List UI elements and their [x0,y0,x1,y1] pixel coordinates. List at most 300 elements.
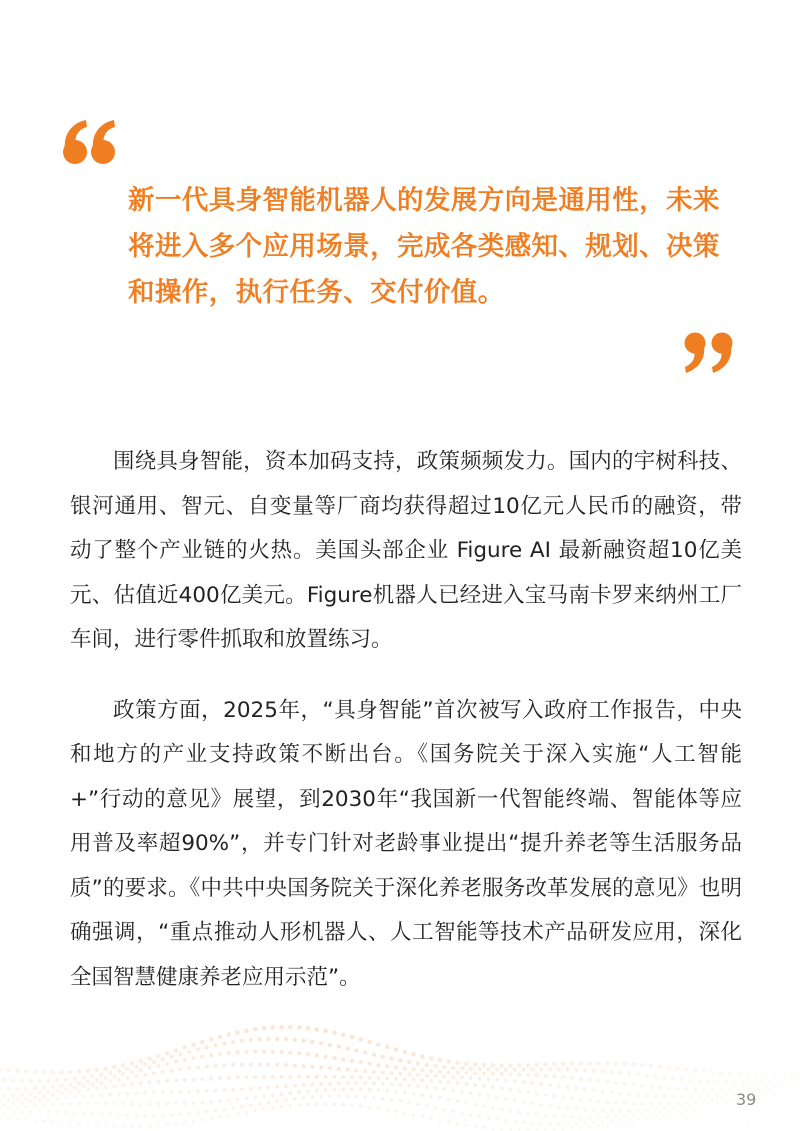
wave-dot [645,1073,649,1077]
wave-dot [69,1102,73,1106]
wave-dot [90,1083,94,1087]
wave-dot [178,1052,182,1056]
wave-dot [455,1070,459,1074]
wave-dot [306,1026,311,1031]
wave-dot [697,1079,701,1083]
wave-dot [412,1114,415,1117]
wave-dot [166,1123,169,1126]
wave-dot [715,1094,719,1098]
wave-dot [614,1123,617,1126]
wave-dot [0,1107,2,1111]
wave-dot [363,1050,367,1054]
wave-dot [610,1091,614,1095]
wave-dot [218,1076,222,1080]
wave-dot [152,1114,155,1117]
wave-dot [86,1123,89,1126]
wave-dot [619,1119,622,1122]
wave-dot [667,1101,671,1105]
wave-dot [284,1098,287,1101]
wave-dot [719,1071,724,1076]
wave-dot [473,1083,477,1087]
wave-dot [231,1040,235,1044]
wave-dot [244,1028,249,1033]
wave-dot [566,1085,570,1089]
wave-dot [795,1116,798,1119]
wave-dot [605,1079,609,1083]
pull-quote: 新一代具身智能机器人的发展方向是通用性，未来将进入多个应用场景，完成各类感知、规划、决策和操作，执行任务、交付价值。 [128,185,720,308]
wave-dot [786,1097,790,1101]
wave-dot [548,1067,552,1071]
wave-dot [548,1104,552,1108]
wave-dot [552,1094,556,1098]
wave-dot [465,1123,468,1126]
wave-dot [425,1104,428,1107]
wave-dot [781,1105,785,1109]
wave-dot [249,1038,253,1042]
wave-dot [249,1062,253,1066]
wave-dot [645,1108,649,1112]
wave-dot [574,1086,578,1090]
paragraph: 围绕具身智能，资本加码支持，政策频频发力。国内的宇树科技、银河通用、智元、自变量等厂商均获得超过10亿元人民币的融资，带动了整个产业链的火热。美国头部企业 Figure AI 最新融资超10亿美元、估值近400亿美元。Figure机器人已经进入宝马南卡罗来纳州工厂车间，进行零件抓取和放置练习。 [70,449,742,652]
wave-dot [623,1062,628,1067]
wave-dot [113,1124,116,1127]
wave-dot [254,1109,257,1112]
wave-dot [469,1067,473,1071]
wave-dot [420,1068,424,1072]
wave-dot [165,1079,169,1083]
wave-dot [583,1087,587,1091]
wave-dot [772,1074,777,1079]
wave-dot [253,1096,257,1100]
wave-dot [381,1082,385,1086]
wave-dot [24,1097,28,1101]
wave-dot [562,1127,565,1130]
wave-dot [517,1072,521,1076]
wave-dot [777,1115,780,1118]
wave-dot [575,1122,578,1125]
wave-dot [575,1107,579,1111]
wave-dot [636,1108,640,1112]
wave-dot [77,1069,82,1074]
wave-dot [522,1080,526,1084]
wave-dot [0,1067,2,1072]
wave-dot [452,1110,455,1113]
wave-dot [636,1117,639,1120]
wave-dot [443,1108,446,1111]
wave-dot [104,1124,107,1127]
wave-dot [702,1119,705,1122]
wave-dot [386,1109,389,1112]
wave-dot [486,1077,490,1081]
wave-dot [469,1113,472,1116]
wave-dot [658,1119,661,1122]
wave-dot [469,1076,473,1080]
wave-dot [641,1113,645,1117]
wave-dot [530,1067,534,1071]
wave-dot [363,1069,367,1073]
wave-dot [716,1111,719,1114]
wave-dot [341,1057,345,1061]
wave-dot [16,1105,20,1109]
wave-dot [161,1114,164,1117]
wave-dot [416,1073,420,1077]
wave-dot [719,1088,723,1092]
wave-dot [627,1071,631,1075]
wave-dot [465,1101,469,1105]
wave-dot [311,1083,315,1087]
wave-dot [372,1070,376,1074]
wave-dot [579,1116,583,1120]
wave-dot [103,1076,107,1080]
wave-dot [24,1087,28,1091]
wave-dot [706,1094,710,1098]
wave-dot [95,1102,99,1106]
wave-dot [645,1116,648,1119]
wave-dot [574,1068,578,1072]
wave-dot [271,1025,276,1030]
wave-dot [628,1118,631,1121]
wave-dot [587,1061,592,1066]
wave-dot [632,1121,635,1124]
wave-dot [711,1119,714,1122]
wave-dot [25,1105,29,1109]
wave-dot [614,1115,618,1119]
wave-dot [368,1106,371,1109]
wave-dot [451,1066,455,1070]
wave-dot [587,1077,591,1081]
wave-dot [531,1102,535,1106]
wave-dot [37,1079,41,1083]
wave-dot [667,1086,671,1090]
wave-dot [566,1122,569,1125]
wave-dot [38,1111,41,1114]
wave-dot [192,1120,195,1123]
wave-dot [482,1084,486,1088]
wave-dot [214,1109,217,1112]
wave-dot [165,1102,169,1106]
wave-dot [376,1076,380,1080]
wave-dot [354,1068,358,1072]
wave-dot [350,1075,354,1079]
wave-dot [2,1078,6,1082]
wave-dot [667,1110,671,1114]
wave-dot [51,1093,55,1097]
wave-dot [24,1069,29,1074]
wave-dot [95,1087,99,1091]
wave-dot [143,1073,147,1077]
wave-dot [205,1065,209,1069]
wave-dot [276,1100,279,1103]
wave-dot [293,1084,297,1088]
wave-dot [394,1047,399,1052]
wave-dot [130,1102,134,1106]
wave-dot [429,1069,433,1073]
wave-dot [337,1044,341,1048]
wave-dot [253,1075,257,1079]
wave-dot [508,1063,513,1068]
wave-dot [319,1065,323,1069]
wave-dot [267,1101,270,1104]
wave-dot [183,1102,187,1106]
wave-dot [755,1073,760,1078]
wave-dot [174,1078,178,1082]
wave-dot [658,1102,662,1106]
body-text [70,440,742,1026]
wave-dot [478,1093,482,1097]
wave-dot [403,1077,407,1081]
wave-dot [139,1102,143,1106]
wave-dot [685,1118,688,1121]
wave-dot [368,1088,372,1092]
wave-dot [236,1076,240,1080]
wave-dot [367,1061,371,1065]
wave-dot [236,1098,240,1102]
wave-dot [456,1122,459,1125]
wave-dot [306,1052,310,1056]
wave-dot [258,1062,262,1066]
wave-dot [773,1105,777,1109]
wave-dot [191,1056,195,1060]
wave-dot [698,1094,702,1098]
wave-dot [302,1064,306,1068]
wave-dot [760,1113,763,1116]
wave-dot [64,1096,68,1100]
wave-dot [662,1075,666,1079]
wave-dot [729,1105,733,1109]
wave-dot [570,1096,574,1100]
wave-dot [342,1103,345,1106]
wave-dot [196,1111,199,1114]
wave-dot [240,1063,244,1067]
wave-dot [372,1082,376,1086]
wave-dot [310,1040,314,1044]
wave-dot [421,1115,424,1118]
wave-dot [288,1075,292,1079]
wave-dot [183,1078,187,1082]
wave-dot [201,1118,204,1121]
wave-dot [500,1108,504,1112]
wave-dot [337,1082,341,1086]
wave-dot [293,1064,297,1068]
wave-dot [711,1106,715,1110]
wave-dot [579,1077,583,1081]
wave-dot [495,1078,499,1082]
wave-dot [609,1070,613,1074]
wave-dot [249,1104,252,1107]
wave-dot [724,1093,728,1097]
wave-dot [2,1094,6,1098]
wave-dot [82,1094,86,1098]
wave-dot [649,1064,654,1069]
wave-dot [376,1063,380,1067]
wave-dot [513,1067,517,1071]
wave-dot [306,1103,309,1106]
wave-dot [764,1124,767,1127]
wave-dot [112,1065,117,1070]
wave-dot [460,1090,464,1094]
wave-dot [372,1052,376,1056]
wave-dot [306,1090,310,1094]
wave-dot [557,1105,561,1109]
wave-dot [381,1071,385,1075]
wave-dot [134,1064,138,1068]
wave-dot [640,1084,644,1088]
wave-dot [148,1102,152,1106]
wave-dot [654,1115,657,1118]
wave-dot [596,1099,600,1103]
wave-dot [689,1104,693,1108]
wave-dot [759,1089,763,1093]
wave-dot [416,1061,420,1065]
wave-dot [112,1084,116,1088]
wave-dot [636,1072,640,1076]
wave-dot [125,1067,129,1071]
wave-dot [262,1075,266,1079]
wave-dot [517,1089,521,1093]
wave-dot [702,1106,706,1110]
wave-dot [95,1068,100,1073]
wave-dot [262,1026,267,1031]
wave-dot [364,1095,367,1098]
wave-dot [447,1098,451,1102]
wave-dot [597,1124,600,1127]
wave-dot [499,1063,504,1068]
wave-dot [210,1117,213,1120]
wave-dot [482,1126,485,1129]
wave-dot [429,1095,433,1099]
wave-dot [707,1111,710,1114]
wave-dot [755,1123,758,1126]
wave-dot [157,1102,161,1106]
wave-dot [0,1087,2,1091]
wave-dot [179,1113,182,1116]
wave-dot [443,1087,447,1091]
wave-dot [746,1073,751,1078]
wave-dot [442,1074,446,1078]
wave-dot [323,1055,327,1059]
wave-dot [469,1091,473,1095]
wave-dot [157,1124,160,1127]
wave-dot [187,1090,191,1094]
wave-dot [319,1041,323,1045]
wave-dot [156,1080,160,1084]
wave-dot [381,1054,385,1058]
wave-dot [359,1076,363,1080]
wave-dot [592,1108,596,1112]
wave-dot [55,1097,59,1101]
wave-dot [59,1070,64,1075]
wave-dot [315,1075,319,1079]
wave-dot [16,1098,20,1102]
wave-dot [777,1087,781,1091]
wave-dot [179,1090,183,1094]
wave-dot [786,1087,790,1091]
wave-dot [411,1052,416,1057]
wave-dot [684,1067,689,1072]
wave-dot [724,1080,728,1084]
wave-dot [42,1094,46,1098]
wave-dot [209,1053,213,1057]
wave-dot [663,1107,667,1111]
wave-dot [504,1067,508,1071]
wave-dot [33,1104,37,1108]
wave-dot [244,1075,248,1079]
wave-dot [606,1123,609,1126]
wave-dot [711,1070,716,1075]
wave-dot [610,1109,614,1113]
wave-dot [728,1072,733,1077]
wave-dot [733,1112,736,1115]
wave-dot [474,1125,477,1128]
wave-dot [209,1037,214,1042]
wave-dot [438,1096,442,1100]
wave-dot [293,1097,296,1100]
wave-dot [354,1048,358,1052]
wave-dot [420,1078,424,1082]
wave-dot [55,1078,59,1082]
wave-dot [60,1102,64,1106]
wave-dot [236,1112,239,1115]
wave-dot [126,1092,130,1096]
wave-dot [117,1078,121,1082]
wave-dot [694,1119,697,1122]
wave-dot [394,1077,398,1081]
wave-dot [333,1103,336,1106]
wave-dot [201,1101,205,1105]
wave-dot [51,1085,55,1089]
wave-dot [38,1099,42,1103]
wave-dot [605,1115,609,1119]
wave-dot [135,1114,138,1117]
wave-dot [20,1111,23,1114]
wave-dot [561,1075,565,1079]
wave-dot [482,1104,486,1108]
wave-dot [324,1088,328,1092]
wave-dot [389,1056,393,1060]
wave-dot [772,1084,776,1088]
wave-dot [289,1091,293,1095]
wave-dot [491,1085,495,1089]
wave-dot [165,1051,170,1056]
wave-dot [332,1030,337,1035]
wave-dot [64,1077,68,1081]
wave-dot [214,1089,218,1093]
wave-dot [482,1063,487,1068]
wave-dot [640,1102,644,1106]
wave-dot [610,1119,613,1122]
wave-dot [416,1103,419,1106]
wave-dot [447,1059,452,1064]
wave-dot [738,1121,741,1124]
wave-dot [271,1049,275,1053]
wave-dot [205,1110,208,1113]
wave-dot [676,1109,680,1113]
wave-dot [535,1063,540,1068]
wave-dot [42,1070,47,1075]
wave-dot [121,1063,126,1068]
wave-dot [407,1084,411,1088]
wave-dot [531,1121,534,1124]
wave-dot [156,1054,161,1059]
wave-dot [759,1080,763,1084]
wave-dot [509,1109,513,1113]
wave-dot [73,1111,76,1114]
wave-dot [245,1111,248,1114]
wave-dot [77,1102,81,1106]
wave-dot [324,1075,328,1079]
wave-dot [55,1089,59,1093]
wave-dot [636,1093,640,1097]
